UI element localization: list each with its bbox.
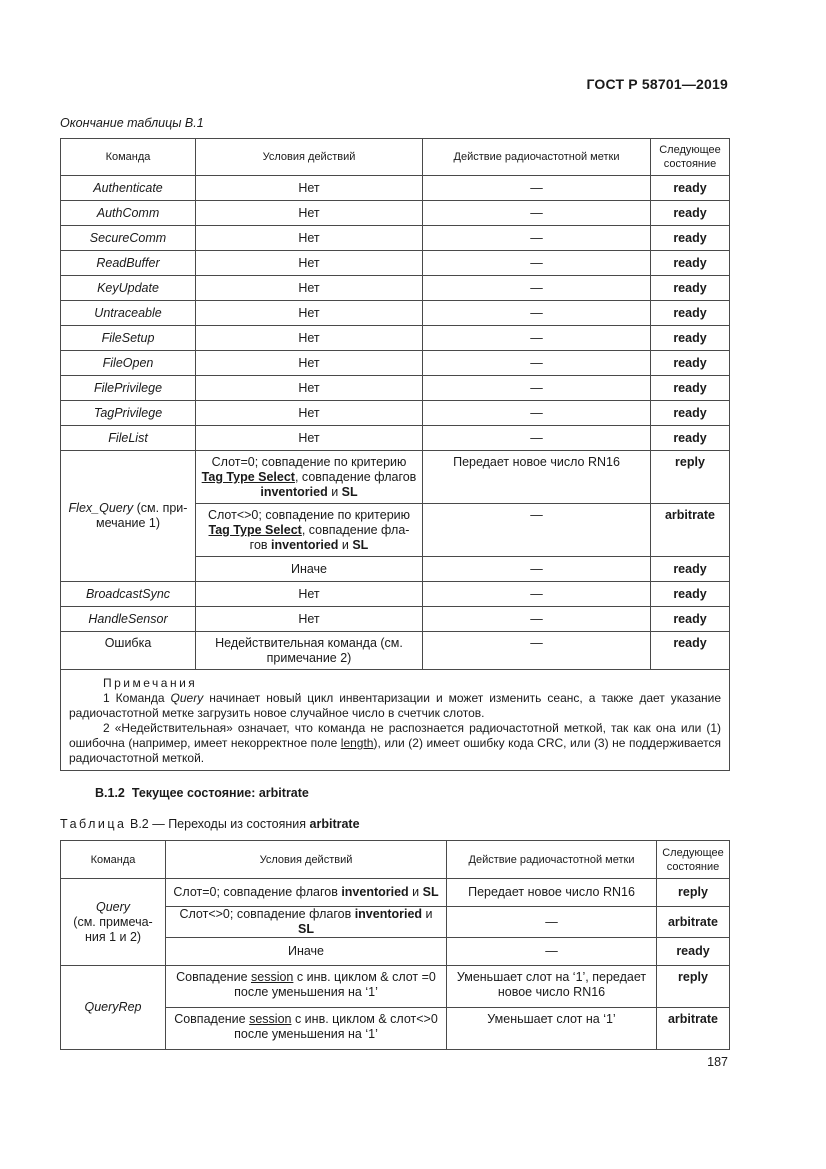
cell-command: TagPrivilege bbox=[61, 401, 196, 426]
table2-caption bbox=[60, 817, 360, 831]
cell-action: — bbox=[423, 351, 651, 376]
cell-command: Ошибка bbox=[61, 632, 196, 670]
col-header-command: Команда bbox=[61, 841, 166, 879]
section-number: В.1.2 bbox=[95, 786, 125, 800]
cell-action: — bbox=[423, 301, 651, 326]
cell-action: Передает новое число RN16 bbox=[447, 879, 657, 907]
cell-command: FileOpen bbox=[61, 351, 196, 376]
table-notes bbox=[61, 670, 730, 771]
cell-condition: Недействительная команда (см. примечание 2) bbox=[196, 632, 423, 670]
cell-command: Authenticate bbox=[61, 176, 196, 201]
cell-action: — bbox=[423, 176, 651, 201]
cell-command: AuthComm bbox=[61, 201, 196, 226]
cell-next-state: arbitrate bbox=[657, 907, 730, 938]
cell-command: HandleSensor bbox=[61, 607, 196, 632]
table1-caption: Окончание таблицы В.1 bbox=[60, 116, 204, 130]
cell-command: SecureComm bbox=[61, 226, 196, 251]
cell-command: FileList bbox=[61, 426, 196, 451]
col-header-next-state: Следующее состояние bbox=[651, 139, 730, 176]
cell-next-state: ready bbox=[651, 301, 730, 326]
table-row bbox=[61, 607, 730, 632]
cell-condition: Совпадение session с инв. циклом & слот<>0 после уменьшения на ‘1’ bbox=[166, 1008, 447, 1050]
table-row bbox=[61, 966, 730, 1008]
table-row bbox=[61, 401, 730, 426]
cell-next-state: ready bbox=[651, 201, 730, 226]
command-name: Flex_Query bbox=[68, 501, 134, 515]
col-header-conditions: Условия действий bbox=[196, 139, 423, 176]
table-row bbox=[61, 426, 730, 451]
table2-header-row bbox=[61, 841, 730, 879]
table-row bbox=[61, 201, 730, 226]
col-header-action: Действие радиочастотной метки bbox=[423, 139, 651, 176]
cell-next-state: ready bbox=[657, 938, 730, 966]
document-id: ГОСТ Р 58701—2019 bbox=[586, 76, 728, 92]
table2 bbox=[60, 840, 730, 1050]
table1-header-row bbox=[61, 139, 730, 176]
cell-next-state: ready bbox=[651, 226, 730, 251]
cell-next-state: ready bbox=[651, 426, 730, 451]
cell-condition: Иначе bbox=[166, 938, 447, 966]
cell-command: ReadBuffer bbox=[61, 251, 196, 276]
cell-condition: Нет bbox=[196, 426, 423, 451]
cell-action: — bbox=[447, 938, 657, 966]
cell-action: Передает новое число RN16 bbox=[423, 451, 651, 504]
cell-next-state: ready bbox=[651, 326, 730, 351]
table2-caption-state: arbitrate bbox=[309, 817, 360, 831]
cell-condition: Слот<>0; совпадение флагов inventoried и SL bbox=[166, 907, 447, 938]
page-number: 187 bbox=[707, 1055, 728, 1069]
cell-condition: Слот=0; совпадение по критерию Tag Type Select, совпадение флагов inventoried и SL bbox=[196, 451, 423, 504]
cell-action: — bbox=[423, 401, 651, 426]
table-row bbox=[61, 451, 730, 504]
cell-action: — bbox=[423, 251, 651, 276]
cell-action: — bbox=[423, 201, 651, 226]
command-name: Query bbox=[95, 899, 131, 914]
cell-command: FilePrivilege bbox=[61, 376, 196, 401]
cell-action: — bbox=[423, 582, 651, 607]
cell-action: Уменьшает слот на ‘1’ bbox=[447, 1008, 657, 1050]
cell-next-state: ready bbox=[651, 351, 730, 376]
cell-condition: Нет bbox=[196, 251, 423, 276]
table-row bbox=[61, 276, 730, 301]
cell-action: — bbox=[423, 632, 651, 670]
col-header-action: Действие радиочастотной метки bbox=[447, 841, 657, 879]
cell-next-state: ready bbox=[651, 557, 730, 582]
cell-action: — bbox=[423, 504, 651, 557]
cell-action: — bbox=[423, 426, 651, 451]
cell-next-state: ready bbox=[651, 276, 730, 301]
notes-row bbox=[61, 670, 730, 771]
cell-condition: Нет bbox=[196, 176, 423, 201]
cell-next-state: ready bbox=[651, 632, 730, 670]
table-row bbox=[61, 226, 730, 251]
cell-action: — bbox=[423, 276, 651, 301]
cell-action: — bbox=[423, 326, 651, 351]
cell-next-state: ready bbox=[651, 582, 730, 607]
cell-next-state: reply bbox=[657, 966, 730, 1008]
cell-condition: Нет bbox=[196, 276, 423, 301]
cell-next-state: reply bbox=[657, 879, 730, 907]
col-header-conditions: Условия действий bbox=[166, 841, 447, 879]
table-row bbox=[61, 176, 730, 201]
cell-action: — bbox=[423, 376, 651, 401]
cell-command-query bbox=[61, 879, 166, 966]
cell-condition: Нет bbox=[196, 301, 423, 326]
notes-title: Примечания bbox=[103, 676, 198, 690]
cell-next-state: ready bbox=[651, 176, 730, 201]
cell-condition: Совпадение session с инв. циклом & слот =0 после уменьшения на ‘1’ bbox=[166, 966, 447, 1008]
cell-command: FileSetup bbox=[61, 326, 196, 351]
cell-command-queryrep: QueryRep bbox=[61, 966, 166, 1050]
cell-condition: Нет bbox=[196, 607, 423, 632]
cell-next-state: ready bbox=[651, 607, 730, 632]
cell-next-state: ready bbox=[651, 376, 730, 401]
table2-caption-label: Таблица bbox=[60, 817, 127, 831]
cell-command: Untraceable bbox=[61, 301, 196, 326]
cell-command-flex-query bbox=[61, 451, 196, 582]
table-row bbox=[61, 351, 730, 376]
section-heading bbox=[95, 786, 309, 800]
note-2: 2 «Недействительная» означает, что команда не распознается радиочастотной меткой, так как она или (1) ошибочна (например, имеет некорректное поле length), или (2) имеет ошибку кода CRC, или (3) не поддерживается радиочастотной меткой. bbox=[69, 721, 721, 765]
cell-action: — bbox=[447, 907, 657, 938]
cell-next-state: ready bbox=[651, 401, 730, 426]
cell-condition: Нет bbox=[196, 326, 423, 351]
cell-next-state: reply bbox=[651, 451, 730, 504]
table-row bbox=[61, 632, 730, 670]
cell-condition: Нет bbox=[196, 376, 423, 401]
cell-condition: Иначе bbox=[196, 557, 423, 582]
cell-command: KeyUpdate bbox=[61, 276, 196, 301]
cell-action: — bbox=[423, 607, 651, 632]
cell-condition: Нет bbox=[196, 582, 423, 607]
cell-next-state: arbitrate bbox=[657, 1008, 730, 1050]
table-row bbox=[61, 251, 730, 276]
cell-condition: Нет bbox=[196, 226, 423, 251]
section-title: Текущее состояние: arbitrate bbox=[131, 786, 309, 800]
col-header-command: Команда bbox=[61, 139, 196, 176]
cell-condition: Слот<>0; совпадение по критерию Tag Type Select, совпадение фла-гов inventoried и SL bbox=[196, 504, 423, 557]
cell-next-state: arbitrate bbox=[651, 504, 730, 557]
cell-condition: Нет bbox=[196, 351, 423, 376]
cell-command: BroadcastSync bbox=[61, 582, 196, 607]
table-row bbox=[61, 376, 730, 401]
table-row bbox=[61, 326, 730, 351]
cell-action: — bbox=[423, 226, 651, 251]
cell-condition: Нет bbox=[196, 401, 423, 426]
cell-action: Уменьшает слот на ‘1’, передает новое число RN16 bbox=[447, 966, 657, 1008]
cell-condition: Слот=0; совпадение флагов inventoried и SL bbox=[166, 879, 447, 907]
table-row bbox=[61, 582, 730, 607]
table1 bbox=[60, 138, 730, 771]
command-note: (см. при-мечание 1) bbox=[95, 501, 188, 530]
table2-caption-text: В.2 — Переходы из состояния bbox=[126, 817, 310, 831]
cell-action: — bbox=[423, 557, 651, 582]
note-1: 1 Команда Query начинает новый цикл инвентаризации и может изменить сеанс, а также дает указание радиочастотной метке загрузить новое случайное число в счетчик слотов. bbox=[69, 691, 721, 720]
cell-condition: Нет bbox=[196, 201, 423, 226]
table-row bbox=[61, 301, 730, 326]
cell-next-state: ready bbox=[651, 251, 730, 276]
command-note: (см. примеча-ния 1 и 2) bbox=[73, 914, 153, 944]
table-row bbox=[61, 879, 730, 907]
col-header-next-state: Следующее состояние bbox=[657, 841, 730, 879]
